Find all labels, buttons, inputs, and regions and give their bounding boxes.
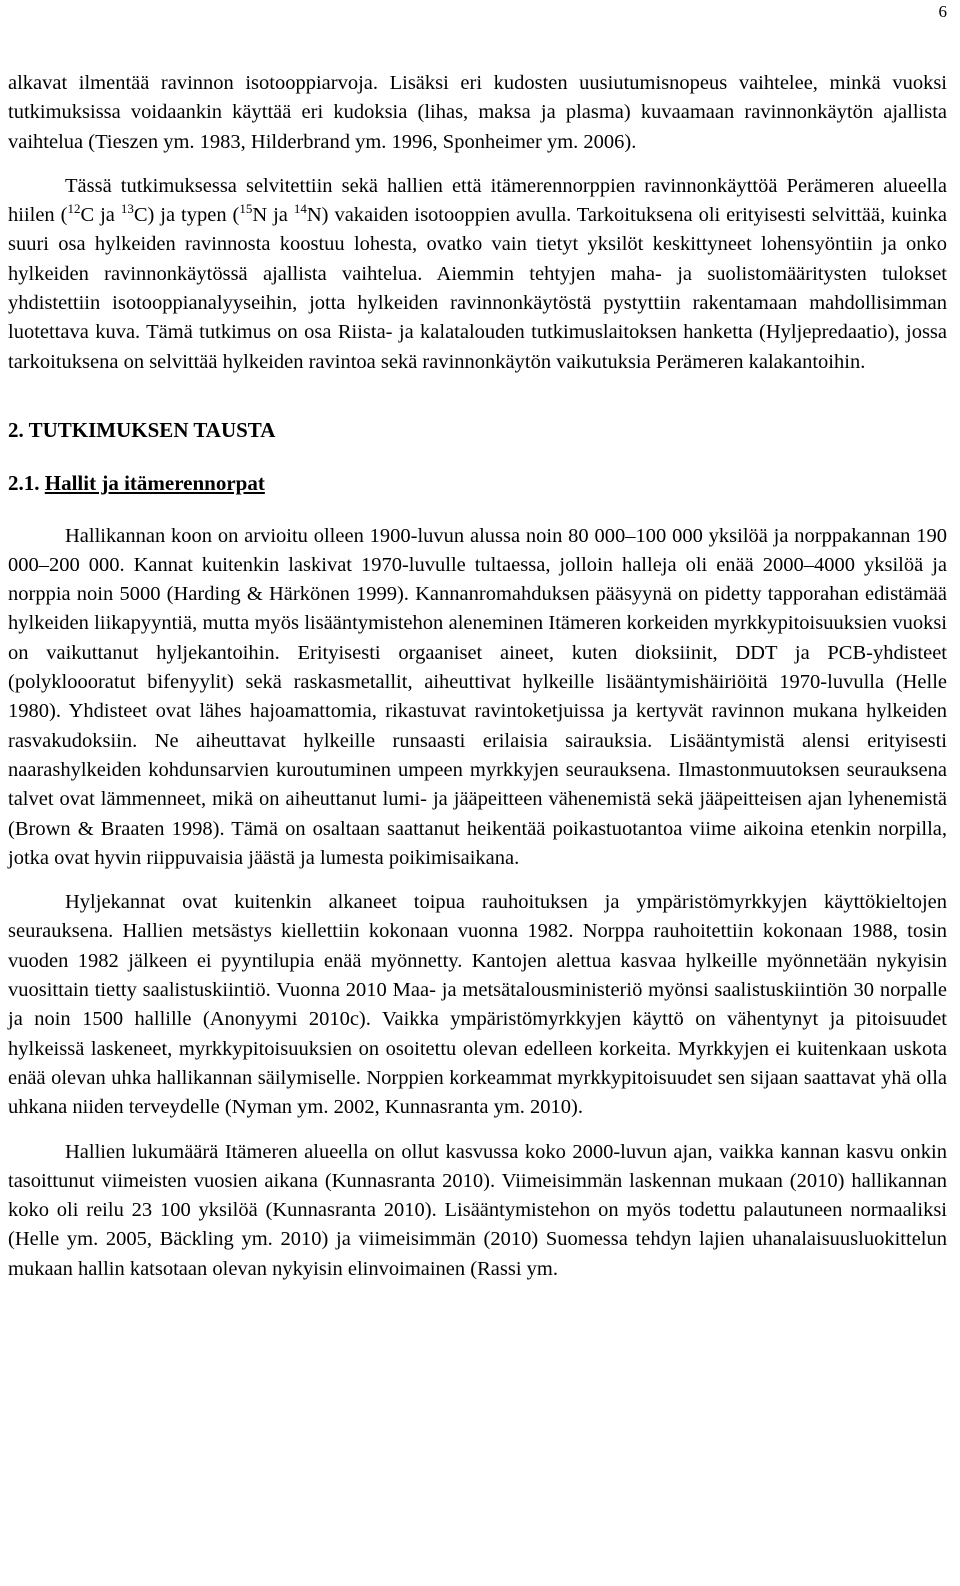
subsection-number: 2.1. bbox=[8, 471, 45, 496]
paragraph-grey-seal-numbers: Hallien lukumäärä Itämeren alueella on ollut kasvussa koko 2000-luvun ajan, vaikka kannan kasvu onkin tasoittunut viimeisten vuosien aikana (Kunnasranta 2010). Viimeisimmän laskennan mukaan (2010) hallikannan koko oli reilu 23 100 yksilöä (Kunnasranta 2010). Lisääntymistehon on myös todettu palautuneen normaaliksi (Helle ym. 2005, Bäckling ym. 2010) ja viimeisimmän (2010) Suomessa tehdyn lajien uhanalaisuusluokittelun mukaan hallin katsotaan olevan nykyisin elinvoimainen (Rassi ym. bbox=[8, 1140, 947, 1280]
document-body bbox=[8, 69, 947, 1284]
paragraph-isotope-tissues: alkavat ilmentää ravinnon isotooppiarvoja. Lisäksi eri kudosten uusiutumisnopeus vaihtelee, minkä vuoksi tutkimuksissa voidaankin käyttää eri kudoksia (lihas, maksa ja plasma) kuvaamaan ravinnonkäytön ajallista vaihtelua (Tieszen ym. 1983, Hilderbrand ym. 1996, Sponheimer ym. 2006). bbox=[8, 72, 947, 153]
text-segment: C ja bbox=[80, 204, 121, 227]
text-segment: N ja bbox=[252, 204, 294, 227]
paragraph-population-history: Hallikannan koon on arvioitu olleen 1900-luvun alussa noin 80 000–100 000 yksilöä ja norppakannan 190 000–200 000. Kannat kuitenkin laskivat 1970-luvulle tultaessa, jolloin halleja oli enää 2000–4000 yksilöä ja norppia noin 5000 (Harding & Härkönen 1999). Kannanromahduksen pääsyynä on pidetty tapporahan edistämää hylkeiden liikapyyntiä, mutta myös lisääntymistehon aleneminen Itämeren korkeiden myrkkypitoisuuksien vuoksi on vaikuttanut hyljekantoihin. Erityisesti orgaaniset aineet, kuten dioksiinit, DDT ja PCB-yhdisteet (polykloooratut bifenyylit) sekä raskasmetallit, aiheuttivat hylkeille lisääntymishäiriöitä 1970-luvulla (Helle 1980). Yhdisteet ovat lähes hajoamattomia, rikastuvat ravintoketjuissa ja kertyvät ravinnon mukana hylkeiden rasvakudoksiin. Ne aiheuttavat hylkeille runsaasti erilaisia sairauksia. Lisääntymistä alensi erityisesti naarashylkeiden kohdunsarvien kuroutuminen umpeen myrkkyjen seurauksena. Ilmastonmuutoksen seurauksena talvet ovat lämmenneet, mikä on aiheuttanut lumi- ja jääpeitteen vähenemistä sekä jääpeitteisen ajan lyhenemistä (Brown & Braaten 1998). Tämä on osaltaan saattanut heikentää poikastuotantoa viime aikoina etenkin norpilla, jotka ovat hyvin riippuvaisia jäästä ja lumesta poikimisaikana. bbox=[8, 524, 947, 869]
text-segment: N) vakaiden isotooppien avulla. Tarkoituksena oli erityisesti selvittää, kuinka suuri osa hylkeiden ravinnosta koostuu lohesta, ovatko vain tietyt yksilöt keskittyneet lohensyöntiin ja onko hylkeiden ravinnonkäytössä ajallista vaihtelua. Aiemmin tehtyjen maha- ja suolistomääritysten tulokset yhdistettiin isotooppianalyyseihin, jotta hylkeiden ravinnonkäytöstä pystyttiin rakentamaan mahdollisimman luotettava kuva. Tämä tutkimus on osa Riista- ja kalatalouden tutkimuslaitoksen hanketta (Hyljepredaatio), jossa tarkoituksena on selvittää hylkeiden ravintoa sekä ravinnonkäytön vaikutuksia Perämeren kalakantoihin. bbox=[8, 204, 947, 373]
paragraph-recovery: Hyljekannat ovat kuitenkin alkaneet toipua rauhoituksen ja ympäristömyrkkyjen käyttökieltojen seurauksena. Hallien metsästys kiellettiin kokonaan vuonna 1982. Norppa rauhoitettiin kokonaan 1988, tosin vuoden 1982 jälkeen ei pyyntilupia enää myönnetty. Kantojen alettua kasvaa hylkeille myönnetään nykyisin vuosittain tietty saalistuskiintiö. Vuonna 2010 Maa- ja metsätalousministeriö myönsi saalistuskiintiön 30 norpalle ja noin 1500 hallille (Anonyymi 2010c). Vaikka ympäristömyrkkyjen käyttö on vähentynyt ja pitoisuudet hylkeissä laskeneet, myrkkypitoisuuksien on osoitettu olevan edelleen korkeita. Myrkkyjen ei kuitenkaan uskota enää olevan uhka hallikannan säilymiselle. Norppien korkeammat myrkkypitoisuudet sen sijaan saattavat yhä olla uhkana niiden terveydelle (Nyman ym. 2002, Kunnasranta ym. 2010). bbox=[8, 891, 947, 1119]
page-number: 6 bbox=[938, 2, 947, 21]
superscript-c13: 13 bbox=[120, 201, 134, 217]
subsection-title: Hallit ja itämerennorpat bbox=[44, 471, 265, 496]
text-segment: Tässä tutkimuksessa selvitettiin sekä hallien että itämerennorppien ravinnonkäyttöä Perämeren alueella hiilen ( bbox=[8, 174, 947, 227]
subsection-heading bbox=[8, 469, 947, 498]
text-segment: C) ja typen ( bbox=[133, 204, 240, 227]
section-heading: 2. TUTKIMUKSEN TAUSTA bbox=[8, 417, 276, 442]
superscript-n14: 14 bbox=[293, 201, 307, 217]
superscript-n15: 15 bbox=[239, 201, 253, 217]
superscript-c12: 12 bbox=[67, 201, 81, 217]
paragraph-study-aims bbox=[8, 172, 947, 377]
